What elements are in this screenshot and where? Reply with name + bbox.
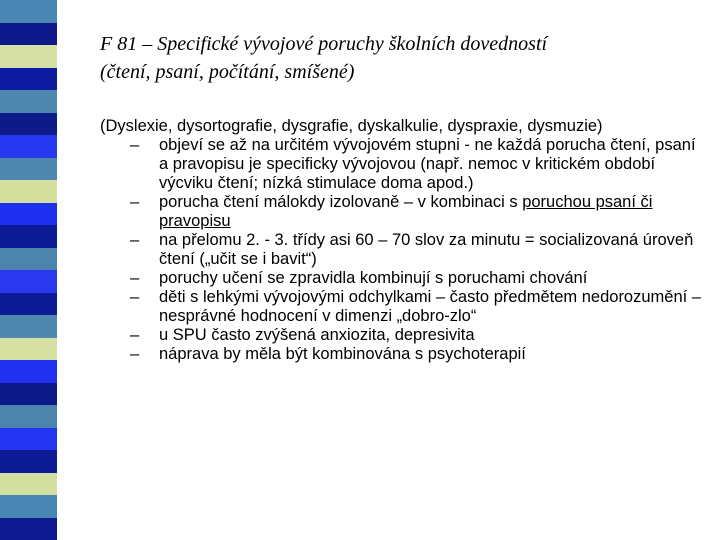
stripe-square bbox=[0, 495, 57, 518]
list-item bbox=[100, 193, 705, 231]
list-item bbox=[100, 288, 705, 326]
dash-bullet: – bbox=[130, 231, 140, 249]
lead-paragraph: (Dyslexie, dysortografie, dysgrafie, dyskalkulie, dyspraxie, dysmuzie) bbox=[100, 117, 603, 135]
stripe-square bbox=[0, 383, 57, 406]
stripe-square bbox=[0, 0, 57, 23]
stripe-square bbox=[0, 338, 57, 361]
stripe-square bbox=[0, 68, 57, 91]
dash-bullet: – bbox=[130, 326, 140, 344]
list-item-text: na přelomu 2. - 3. třídy asi 60 – 70 slov za minutu = socializovaná úroveň čtení („učit se i bavit“) bbox=[159, 231, 694, 268]
bullet-list bbox=[100, 136, 705, 364]
stripe-square bbox=[0, 248, 57, 271]
list-item bbox=[100, 231, 705, 269]
stripe-square bbox=[0, 225, 57, 248]
stripe-square bbox=[0, 158, 57, 181]
list-item bbox=[100, 326, 705, 345]
dash-bullet: – bbox=[130, 288, 140, 306]
stripe-square bbox=[0, 45, 57, 68]
list-item-text: poruchy učení se zpravidla kombinují s poruchami chování bbox=[159, 269, 588, 287]
stripe-square bbox=[0, 90, 57, 113]
stripe-square bbox=[0, 428, 57, 451]
dash-bullet: – bbox=[130, 193, 140, 211]
list-item-text: náprava by měla být kombinována s psychoterapií bbox=[159, 345, 526, 363]
stripe-square bbox=[0, 180, 57, 203]
stripe-square bbox=[0, 450, 57, 473]
list-item-text: objeví se až na určitém vývojovém stupni - ne každá porucha čtení, psaní a pravopisu je specificky vývojovou (např. nemoc v kritickém období výcviku čtení; nízká stimulace doma apod.) bbox=[159, 136, 696, 192]
list-item bbox=[100, 345, 705, 364]
list-item bbox=[100, 136, 705, 193]
stripe-square bbox=[0, 113, 57, 136]
stripe-square bbox=[0, 293, 57, 316]
stripe-square bbox=[0, 518, 57, 540]
stripe-square bbox=[0, 203, 57, 226]
dash-bullet: – bbox=[130, 269, 140, 287]
list-item-text: děti s lehkými vývojovými odchylkami – často předmětem nedorozumění – nesprávné hodnocení v dimenzi „dobro-zlo“ bbox=[159, 288, 701, 325]
stripe-square bbox=[0, 135, 57, 158]
slide-title-line-2: (čtení, psaní, počítání, smíšené) bbox=[100, 61, 355, 83]
stripe-square bbox=[0, 405, 57, 428]
stripe-square bbox=[0, 315, 57, 338]
stripe-square bbox=[0, 23, 57, 46]
dash-bullet: – bbox=[130, 136, 140, 154]
list-item-text: porucha čtení málokdy izolovaně – v kombinaci s bbox=[159, 193, 523, 211]
dash-bullet: – bbox=[130, 345, 140, 363]
stripe-square bbox=[0, 473, 57, 496]
stripe-square bbox=[0, 270, 57, 293]
underlined-text: poruchou psaní či pravopisu bbox=[159, 193, 653, 230]
slide-title-line-1: F 81 – Specifické vývojové poruchy školních dovedností bbox=[100, 33, 548, 55]
stripe-square bbox=[0, 360, 57, 383]
decorative-square-stripe bbox=[0, 0, 57, 540]
slide-body bbox=[100, 117, 705, 364]
list-item-text: u SPU často zvýšená anxiozita, depresivita bbox=[159, 326, 475, 344]
slide-title bbox=[100, 30, 700, 86]
list-item bbox=[100, 269, 705, 288]
